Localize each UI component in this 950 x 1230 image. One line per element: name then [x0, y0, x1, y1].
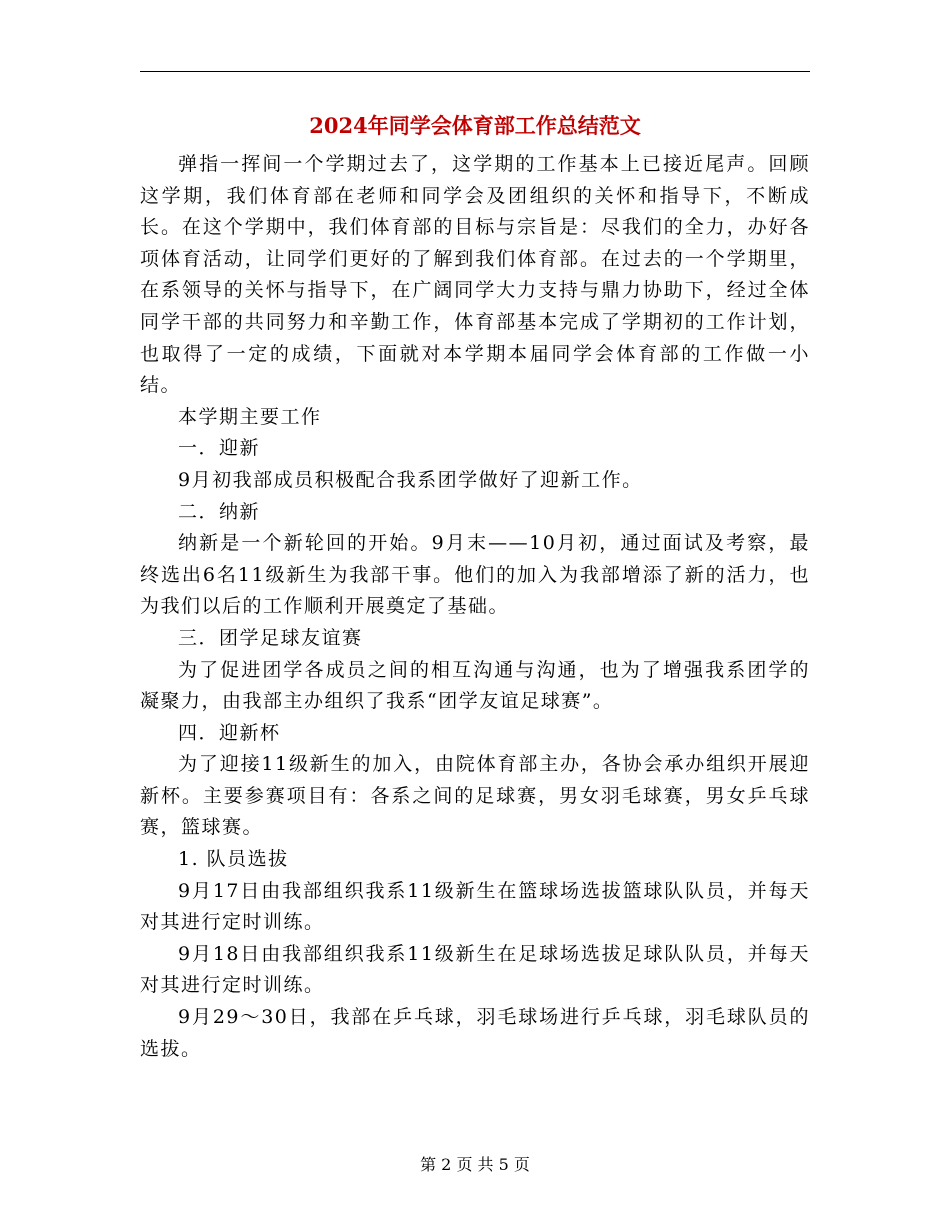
document-title: 2024年同学会体育部工作总结范文 — [309, 113, 641, 138]
paragraph-main-work: 本学期主要工作 — [178, 405, 322, 428]
paragraph-basketball: 9月17日由我部组织我系11级新生在篮球场选拔篮球队队员，并每天对其进行定时训练。 — [140, 879, 810, 934]
paragraph-football: 9月18日由我部组织我系11级新生在足球场选拔足球队队员，并每天对其进行定时训练。 — [140, 942, 810, 997]
page-number: 第 2 页 共 5 页 — [420, 1155, 530, 1174]
heading-football-match: 三．团学足球友谊赛 — [178, 626, 363, 649]
paragraph-recruit: 纳新是一个新轮回的开始。9月末——10月初，通过面试及考察，最终选出6名11级新生为我部干事。他们的加入为我部增添了新的活力，也为我们以后的工作顺利开展奠定了基础。 — [140, 532, 810, 618]
heading-selection: 1. 队员选拔 — [178, 848, 289, 871]
document-body — [140, 149, 810, 1065]
heading-recruit: 二．纳新 — [178, 500, 261, 523]
paragraph-football-match: 为了促进团学各成员之间的相互沟通与沟通，也为了增强我系团学的凝聚力，由我部主办组织了我系“团学友谊足球赛”。 — [140, 658, 810, 713]
header-rule — [140, 71, 810, 72]
paragraph-welcome-cup: 为了迎接11级新生的加入，由院体育部主办，各协会承办组织开展迎新杯。主要参赛项目有：各系之间的足球赛，男女羽毛球赛，男女乒乓球赛，篮球赛。 — [140, 753, 810, 839]
paragraph-table-tennis: 9月29～30日，我部在乒乓球，羽毛球场进行乒乓球，羽毛球队员的选拔。 — [140, 1006, 810, 1060]
heading-welcome-cup: 四．迎新杯 — [178, 721, 281, 744]
paragraph-intro: 弹指一挥间一个学期过去了，这学期的工作基本上已接近尾声。回顾这学期，我们体育部在老师和同学会及团组织的关怀和指导下，不断成长。在这个学期中，我们体育部的目标与宗旨是：尽我们的全力，办好各项体育活动，让同学们更好的了解到我们体育部。在过去的一个学期里，在系领导的关怀与指导下，在广阔同学大力支持与鼎力协助下，经过全体同学干部的共同努力和辛勤工作，体育部基本完成了学期初的工作计划，也取得了一定的成绩，下面就对本学期本届同学会体育部的工作做一小结。 — [140, 153, 810, 397]
paragraph-welcome: 9月初我部成员积极配合我系团学做好了迎新工作。 — [178, 468, 643, 491]
heading-welcome: 一．迎新 — [178, 437, 261, 460]
